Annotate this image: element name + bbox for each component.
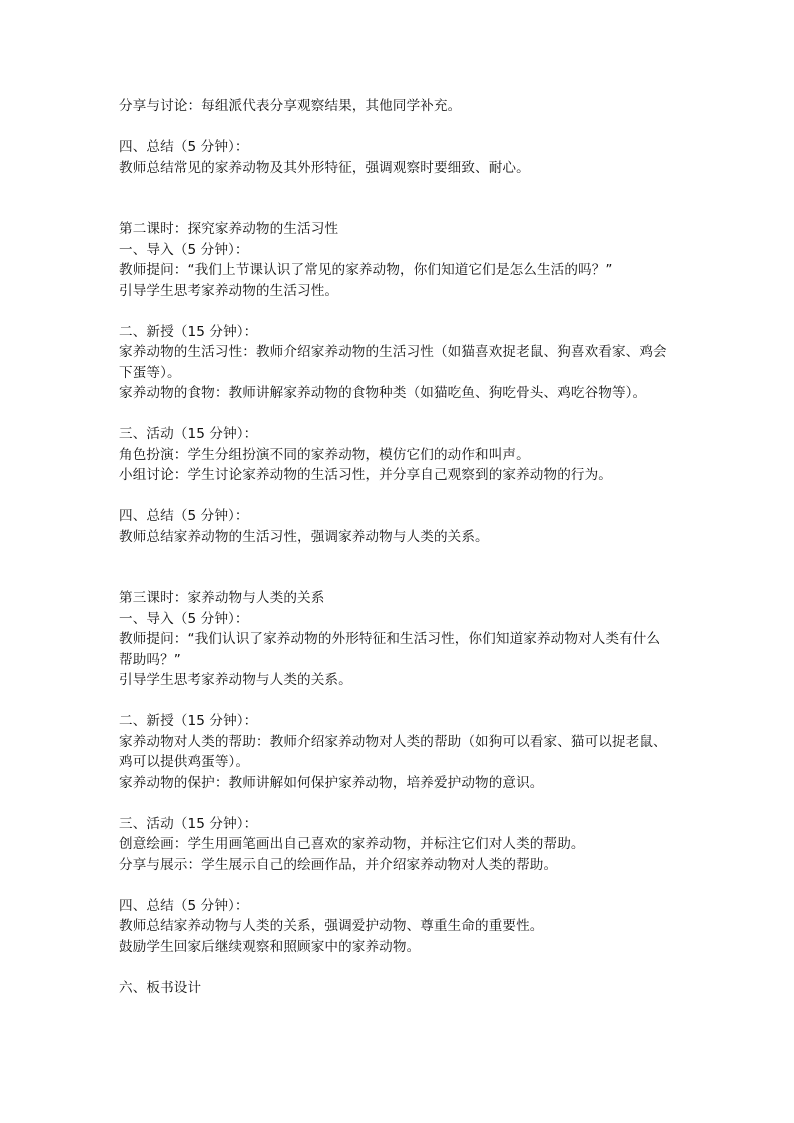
paragraph-line: 小组讨论：学生讨论家养动物的生活习性，并分享自己观察到的家养动物的行为。 — [119, 467, 612, 483]
section-heading: 四、总结（5 分钟）： — [119, 508, 249, 524]
paragraph-line: 教师总结家养动物与人类的关系，强调爱护动物、尊重生命的重要性。 — [119, 918, 544, 934]
blank-line — [119, 957, 699, 978]
blank-line — [119, 301, 699, 322]
section-heading: 二、新授（15 分钟）： — [119, 323, 258, 340]
paragraph-line: 帮助吗？” — [119, 651, 181, 668]
blank-line — [119, 404, 699, 425]
section-heading: 四、总结（5 分钟）： — [119, 139, 249, 155]
paragraph-line: 分享与讨论：每组派代表分享观察结果，其他同学补充。 — [119, 98, 462, 114]
paragraph-line: 教师总结家养动物的生活习性，强调家养动物与人类的关系。 — [119, 528, 489, 545]
blank-line — [119, 691, 699, 712]
blank-line — [119, 875, 699, 896]
section-heading: 一、导入（5 分钟）： — [119, 610, 249, 627]
paragraph-line: 家养动物的食物：教师讲解家养动物的食物种类（如猫吃鱼、狗吃骨头、鸡吃谷物等）。 — [119, 385, 647, 401]
document-body — [119, 96, 699, 998]
lesson-title: 第三课时：家养动物与人类的关系 — [119, 590, 325, 606]
blank-gap — [119, 547, 699, 588]
section-heading: 三、活动（15 分钟）： — [119, 426, 258, 442]
lesson-title: 第二课时：探究家养动物的生活习性 — [119, 221, 339, 237]
paragraph-line: 引导学生思考家养动物的生活习性。 — [119, 282, 339, 299]
section-heading: 三、活动（15 分钟）： — [119, 815, 258, 832]
section-heading: 六、板书设计 — [119, 979, 202, 996]
paragraph-line: 下蛋等）。 — [119, 364, 181, 381]
paragraph-line: 鼓励学生回家后继续观察和照顾家中的家养动物。 — [119, 938, 421, 955]
section-heading: 一、导入（5 分钟）： — [119, 241, 249, 258]
section-heading: 二、新授（15 分钟）： — [119, 713, 258, 729]
paragraph-line: 角色扮演：学生分组扮演不同的家养动物，模仿它们的动作和叫声。 — [119, 446, 530, 463]
paragraph-line: 教师提问：“我们上节课认识了常见的家养动物，你们知道它们是怎么生活的吗？” — [119, 262, 613, 278]
blank-line — [119, 117, 699, 138]
paragraph-line: 教师提问：“我们认识了家养动物的外形特征和生活习性，你们知道家养动物对人类有什么 — [119, 631, 661, 647]
paragraph-line: 家养动物的保护：教师讲解如何保护家养动物，培养爱护动物的意识。 — [119, 774, 544, 791]
paragraph-line: 引导学生思考家养动物与人类的关系。 — [119, 672, 352, 688]
paragraph-line: 教师总结常见的家养动物及其外形特征，强调观察时要细致、耐心。 — [119, 159, 530, 176]
blank-line — [119, 793, 699, 814]
blank-line — [119, 486, 699, 507]
paragraph-line: 鸡可以提供鸡蛋等）。 — [119, 754, 250, 770]
paragraph-line: 家养动物对人类的帮助：教师介绍家养动物对人类的帮助（如狗可以看家、猫可以捉老鼠、 — [119, 733, 667, 750]
paragraph-line: 创意绘画：学生用画笔画出自己喜欢的家养动物，并标注它们对人类的帮助。 — [119, 836, 585, 852]
paragraph-line: 家养动物的生活习性：教师介绍家养动物的生活习性（如猫喜欢捉老鼠、狗喜欢看家、鸡会 — [119, 344, 667, 360]
blank-gap — [119, 178, 699, 219]
section-heading: 四、总结（5 分钟）： — [119, 897, 249, 914]
paragraph-line: 分享与展示：学生展示自己的绘画作品，并介绍家养动物对人类的帮助。 — [119, 856, 558, 873]
